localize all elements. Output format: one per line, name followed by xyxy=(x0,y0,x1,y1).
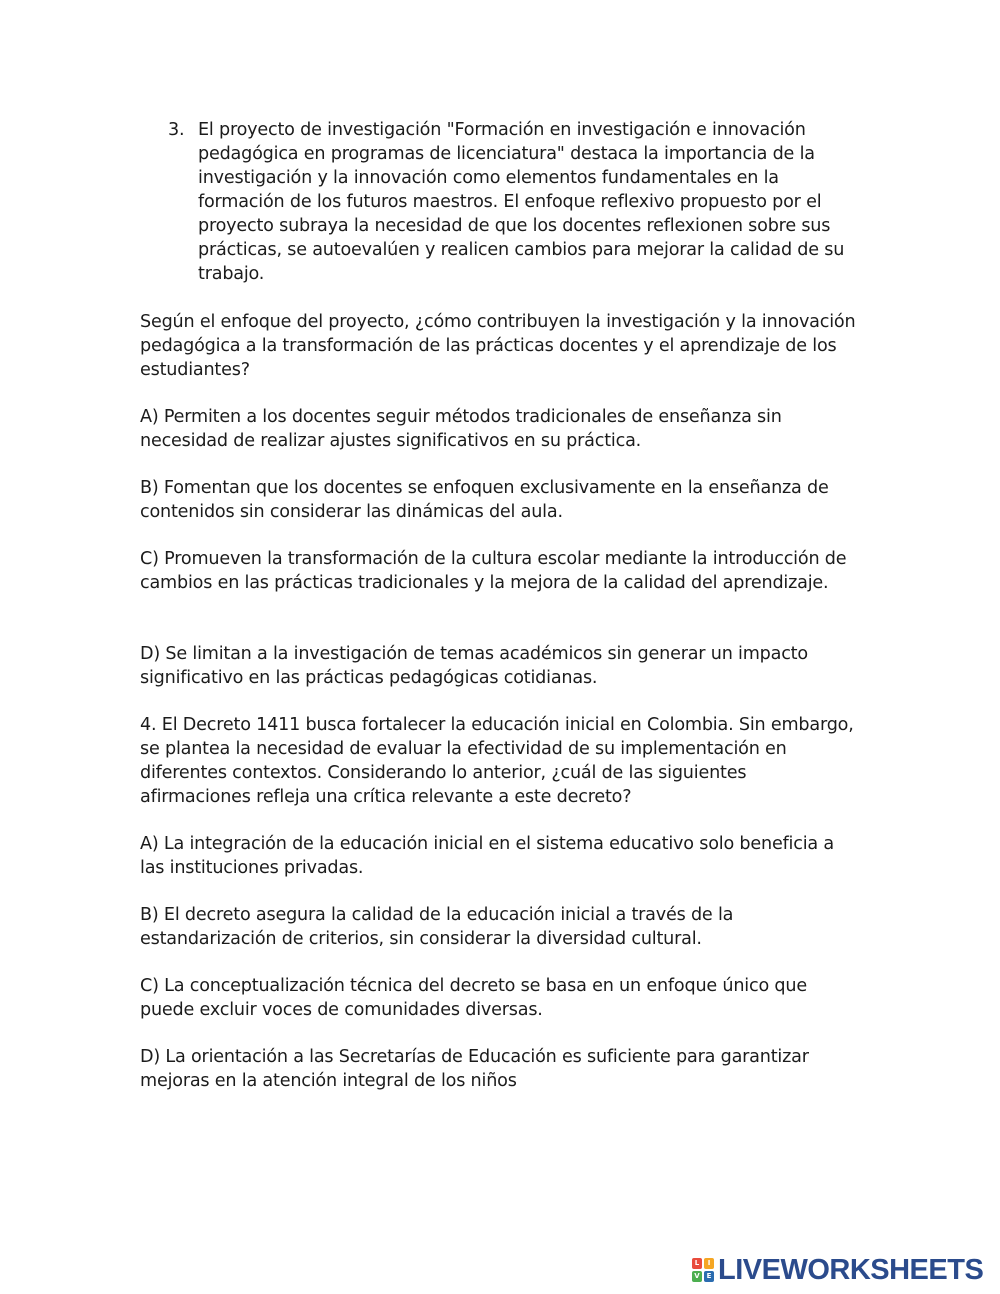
question-4-option-d: D) La orientación a las Secretarías de Educación es suficiente para garantizar mejoras en la atención integral de los niños xyxy=(140,1047,809,1091)
liveworksheets-wordmark: LIVEWORKSHEETS xyxy=(718,1253,984,1286)
question-3-statement xyxy=(168,118,868,286)
question-3-text: El proyecto de investigación "Formación en investigación e innovación pedagógica en programas de licenciatura" destaca la importancia de la investigación y la innovación como elementos fundamentales en la formación de los futuros maestros. El enfoque reflexivo propuesto por el proyecto subraya la necesidad de que los docentes reflexionen sobre sus prácticas, se autoevalúen y realicen cambios para mejorar la calidad de su trabajo. xyxy=(198,120,845,284)
liveworksheets-brand xyxy=(692,1255,983,1285)
question-3-option-a: A) Permiten a los docentes seguir métodos tradicionales de enseñanza sin necesidad de realizar ajustes significativos en su práctica. xyxy=(140,407,782,451)
question-4-option-c: C) La conceptualización técnica del decreto se basa en un enfoque único que puede excluir voces de comunidades diversas. xyxy=(140,976,807,1020)
question-3-option-c: C) Promueven la transformación de la cultura escolar mediante la introducción de cambios en las prácticas tradicionales y la mejora de la calidad del aprendizaje. xyxy=(140,549,847,593)
liveworksheets-logo-icon: L I V E xyxy=(692,1258,714,1282)
question-4-statement: 4. El Decreto 1411 busca fortalecer la educación inicial en Colombia. Sin embargo, se plantea la necesidad de evaluar la efectividad de su implementación en diferentes contextos. Considerando lo anterior, ¿cuál de las siguientes afirmaciones refleja una crítica relevante a este decreto? xyxy=(140,715,854,807)
question-3-number: 3. xyxy=(168,120,185,140)
question-4-option-a: A) La integración de la educación inicial en el sistema educativo solo beneficia a las instituciones privadas. xyxy=(140,834,834,878)
question-3-option-b: B) Fomentan que los docentes se enfoquen exclusivamente en la enseñanza de contenidos sin considerar las dinámicas del aula. xyxy=(140,478,829,522)
question-3-prompt: Según el enfoque del proyecto, ¿cómo contribuyen la investigación y la innovación pedagógica a la transformación de las prácticas docentes y el aprendizaje de los estudiantes? xyxy=(140,312,856,380)
question-4-option-b: B) El decreto asegura la calidad de la educación inicial a través de la estandarización de criterios, sin considerar la diversidad cultural. xyxy=(140,905,734,949)
question-3-option-d: D) Se limitan a la investigación de temas académicos sin generar un impacto significativo en las prácticas pedagógicas cotidianas. xyxy=(140,644,808,688)
